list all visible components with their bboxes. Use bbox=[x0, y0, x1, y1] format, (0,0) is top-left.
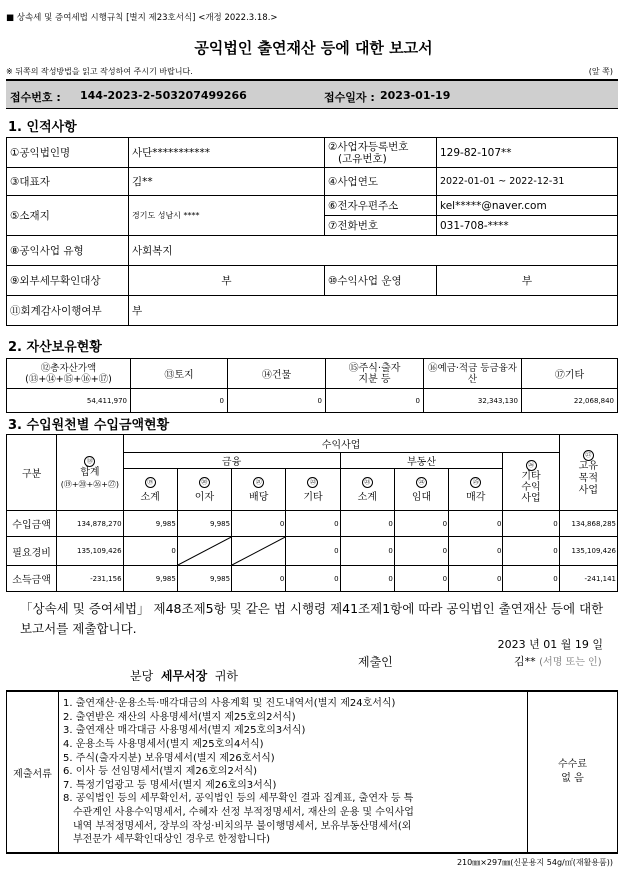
phone-label: ⑦전화번호 bbox=[325, 216, 437, 236]
instruction-note: ※ 뒤쪽의 작성방법을 읽고 작성하여 주시기 바랍니다. bbox=[6, 67, 193, 76]
list-item: 6. 이사 등 선임명세서(별지 제26호의2서식) bbox=[63, 766, 258, 778]
other-assets-head: ⑰기타 bbox=[522, 359, 618, 389]
declaration-text: 「상속세 및 증여세법」 제48조제5항 및 같은 법 시행령 제41조제1항에 따라 공익법인 출연재산 등에 대한 보고서를 제출합니다. bbox=[20, 601, 604, 636]
section-assets-title: 2. 자산보유현황 bbox=[8, 340, 102, 355]
row-label: 수입금액 bbox=[7, 511, 57, 537]
cpa-value: 부 bbox=[129, 296, 618, 326]
rep-label: ③대표자 bbox=[7, 168, 129, 196]
list-item: 부전문가 세무확인대상인 경우로 한정합니다) bbox=[73, 834, 270, 846]
attachments-list bbox=[59, 691, 528, 853]
list-item: 3. 출연재산 매각대금 사용명세서(별지 제25호의3서식) bbox=[63, 725, 306, 737]
land-value: 0 bbox=[131, 389, 228, 413]
section-income-title: 3. 수입원천별 수입금액현황 bbox=[8, 418, 170, 433]
sign-hint: (서명 또는 인) bbox=[539, 657, 602, 668]
submitter-label: 제출인 bbox=[358, 655, 393, 669]
cpa-label: ⑪회계감사이행여부 bbox=[7, 296, 129, 326]
rep-value: 김** bbox=[129, 168, 325, 196]
biz-type-label: ⑧공익사업 유형 bbox=[7, 236, 129, 266]
addr-value: 경기도 성남시 **** bbox=[129, 196, 325, 236]
biz-type-value: 사회복지 bbox=[129, 236, 618, 266]
biz-no-label: ②사업자등록번호 (고유번호) bbox=[325, 138, 437, 168]
land-head: ⑬토지 bbox=[131, 359, 228, 389]
table-row: 필요경비 135,109,426 0 0 0 0 0 0 135,109,426 bbox=[7, 537, 618, 566]
fee-cell: 수수료 없 음 bbox=[528, 691, 618, 853]
fin-other-head: ㉒ 기타 bbox=[286, 469, 340, 511]
section-personal-title: 1. 인적사항 bbox=[8, 120, 77, 135]
receipt-bar bbox=[6, 79, 618, 109]
biz-no-value: 129-82-107** bbox=[437, 138, 618, 168]
fin-subtotal-head: ⑲ 소계 bbox=[123, 469, 177, 511]
diagonal-cell bbox=[177, 537, 231, 566]
page-side: (앞 쪽) bbox=[588, 67, 613, 76]
deposit-value: 32,343,130 bbox=[424, 389, 522, 413]
personal-info-table bbox=[6, 137, 618, 326]
submitter-name: 김** (서명 또는 인) bbox=[514, 655, 602, 668]
income-table bbox=[6, 434, 618, 592]
diagonal-cell bbox=[232, 537, 286, 566]
year-value: 2022-01-01 ~ 2022-12-31 bbox=[437, 168, 618, 196]
stock-value: 0 bbox=[326, 389, 424, 413]
year-label: ④사업연도 bbox=[325, 168, 437, 196]
recipient-office: 분당 세무서장 귀하 bbox=[130, 669, 239, 683]
row-label: 소득금액 bbox=[7, 566, 57, 592]
building-head: ⑭건물 bbox=[228, 359, 326, 389]
total-assets-value: 54,411,970 bbox=[7, 389, 131, 413]
building-value: 0 bbox=[228, 389, 326, 413]
list-item: 7. 특정기업광고 등 명세서(별지 제26호의3서식) bbox=[63, 779, 277, 791]
rent-head: ㉔ 임대 bbox=[394, 469, 448, 511]
corp-name-value: 사단*********** bbox=[129, 138, 325, 168]
addr-label: ⑤소재지 bbox=[7, 196, 129, 236]
receipt-date-label: 접수일자 : bbox=[324, 91, 375, 104]
table-row: 소득금액 -231,156 9,985 9,985 0 0 0 0 0 0 -241,141 bbox=[7, 566, 618, 592]
profit-biz-label: ⑩수익사업 운영 bbox=[325, 266, 437, 296]
profit-biz-head: 수익사업 bbox=[123, 435, 559, 453]
list-item: 내역 부적정명세서, 장부의 작성·비치의무 불이행명세서, 보유부동산명세서(외 bbox=[73, 820, 412, 832]
list-item: 4. 운용소득 사용명세서(별지 제25호의4서식) bbox=[63, 739, 264, 751]
receipt-number: 144-2023-2-503207499266 bbox=[80, 89, 247, 102]
re-subtotal-head: ㉓ 소계 bbox=[340, 469, 394, 511]
list-item: 5. 주식(출자지분) 보유명세서(별지 제26호서식) bbox=[63, 752, 275, 764]
dividend-head: ㉑ 배당 bbox=[232, 469, 286, 511]
realestate-head: 부동산 bbox=[340, 453, 503, 469]
total-income-head: ⑱ 합계 (⑲+⑳+㉖+㉗) bbox=[57, 435, 123, 511]
profit-biz-value: 부 bbox=[437, 266, 618, 296]
other-assets-value: 22,068,840 bbox=[522, 389, 618, 413]
stock-head: ⑮주식·출자 지분 등 bbox=[326, 359, 424, 389]
list-item: 1. 출연재산·운용소득·매각대금의 사용계획 및 진도내역서(별지 제24호서식) bbox=[63, 698, 396, 710]
paper-spec: 210㎜×297㎜(신문용지 54g/㎡(재활용품)) bbox=[456, 858, 613, 867]
list-item: 2. 출연받은 재산의 사용명세서(별지 제25호의2서식) bbox=[63, 711, 296, 723]
gubun-head: 구분 bbox=[7, 435, 57, 511]
table-row: 수입금액 134,878,270 9,985 9,985 0 0 0 0 0 0 134,868,285 bbox=[7, 511, 618, 537]
list-item: 8. 공익법인 등의 세무확인서, 공익법인 등의 세무확인 결과 집계표, 출연자 등 특 bbox=[63, 793, 414, 805]
receipt-date: 2023-01-19 bbox=[380, 89, 451, 102]
ext-audit-value: 부 bbox=[129, 266, 325, 296]
page-title: 공익법인 출연재산 등에 대한 보고서 bbox=[194, 39, 433, 57]
other-profit-head: ㉖ 기타 수익 사업 bbox=[503, 453, 559, 511]
sale-head: ㉕ 매각 bbox=[449, 469, 503, 511]
row-label: 필요경비 bbox=[7, 537, 57, 566]
email-label: ⑥전자우편주소 bbox=[325, 196, 437, 216]
assets-table bbox=[6, 358, 618, 413]
form-reference: ■ 상속세 및 증여세법 시행규칙 [별지 제23호서식] <개정 2022.3.18.> bbox=[6, 13, 278, 23]
phone-value: 031-708-**** bbox=[437, 216, 618, 236]
attachments-label: 제출서류 bbox=[7, 691, 59, 853]
corp-name-label: ①공익법인명 bbox=[7, 138, 129, 168]
ext-audit-label: ⑨외부세무확인대상 bbox=[7, 266, 129, 296]
list-item: 수관계인 사용수익명세서, 수혜자 선정 부적정명세서, 재산의 운용 및 수익사업 bbox=[73, 806, 414, 818]
total-assets-head: ⑫총자산가액 (⑬+⑭+⑮+⑯+⑰) bbox=[7, 359, 131, 389]
finance-head: 금융 bbox=[123, 453, 340, 469]
receipt-number-label: 접수번호 : bbox=[10, 91, 61, 104]
email-value: kel*****@naver.com bbox=[437, 196, 618, 216]
submit-date: 2023 년 01 월 19 일 bbox=[497, 638, 603, 651]
attachments-table bbox=[6, 690, 618, 854]
interest-head: ⑳ 이자 bbox=[177, 469, 231, 511]
deposit-head: ⑯예금·적금 등금융자산 bbox=[424, 359, 522, 389]
unique-biz-head: ㉗ 고유 목적 사업 bbox=[559, 435, 617, 511]
